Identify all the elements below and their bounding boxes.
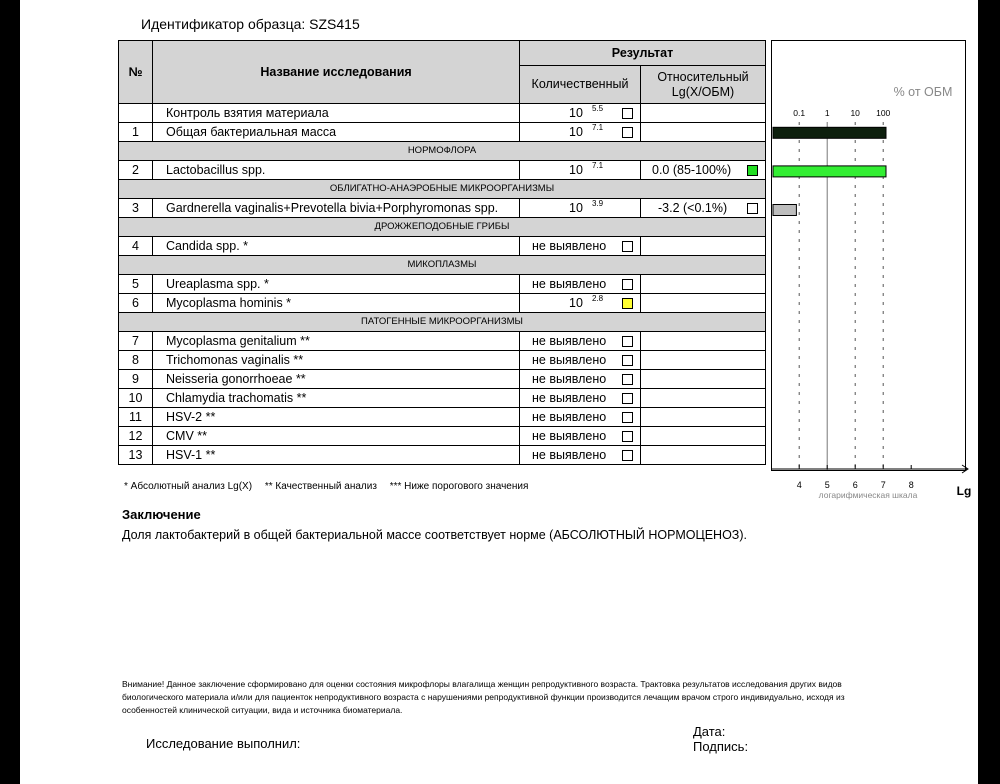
relative-cell bbox=[641, 104, 766, 123]
relative-value: 0.0 (85-100%) bbox=[652, 163, 732, 177]
row-number: 3 bbox=[119, 199, 153, 218]
header-row-1 bbox=[119, 41, 766, 66]
footnote-1: * Абсолютный анализ Lg(X) bbox=[124, 481, 253, 492]
col-rel-header bbox=[641, 66, 766, 104]
row-number: 2 bbox=[119, 161, 153, 180]
chart-title: % от ОБМ bbox=[893, 85, 953, 99]
table-row bbox=[119, 408, 766, 427]
row-number bbox=[119, 104, 153, 123]
quant-base: 10 bbox=[569, 106, 583, 120]
relative-cell bbox=[641, 275, 766, 294]
relative-cell bbox=[641, 237, 766, 256]
quant-indicator bbox=[622, 393, 633, 404]
quant-cell bbox=[520, 104, 641, 123]
quant-cell bbox=[520, 161, 641, 180]
col-name-header: Название исследования bbox=[153, 41, 520, 104]
relative-cell bbox=[641, 199, 766, 218]
section-label: ОБЛИГАТНО-АНАЭРОБНЫЕ МИКРООРГАНИЗМЫ bbox=[119, 180, 766, 199]
footnote-3: *** Ниже порогового значения bbox=[389, 481, 529, 492]
col-rel-line2: Lg(X/ОБМ) bbox=[671, 84, 735, 99]
section-row bbox=[119, 218, 766, 237]
relative-cell bbox=[641, 446, 766, 465]
quant-cell bbox=[520, 199, 641, 218]
table-row bbox=[119, 446, 766, 465]
chart-x-axis bbox=[771, 460, 978, 508]
row-number: 4 bbox=[119, 237, 153, 256]
quant-base: 10 bbox=[569, 201, 583, 215]
quant-exponent: 7.1 bbox=[592, 123, 604, 132]
not-detected-label: не выявлено bbox=[532, 372, 607, 386]
conclusion-text: Доля лактобактерий в общей бактериальной массе соответствует норме (АБСОЛЮТНЫЙ НОРМОЦЕНОЗ). bbox=[122, 528, 747, 542]
quant-cell bbox=[520, 389, 641, 408]
test-name: Mycoplasma genitalium ** bbox=[153, 332, 520, 351]
quant-base: 10 bbox=[569, 163, 583, 177]
quant-cell bbox=[520, 294, 641, 313]
col-result-header: Результат bbox=[520, 41, 766, 66]
quant-indicator bbox=[622, 450, 633, 461]
axis-lg-label: Lg bbox=[956, 484, 972, 498]
relative-cell bbox=[641, 332, 766, 351]
table-row bbox=[119, 275, 766, 294]
row-number: 7 bbox=[119, 332, 153, 351]
test-name: Neisseria gonorrhoeae ** bbox=[153, 370, 520, 389]
row-number: 10 bbox=[119, 389, 153, 408]
relative-cell bbox=[641, 370, 766, 389]
footnotes bbox=[124, 481, 538, 492]
chart-frame bbox=[772, 41, 966, 471]
section-label: НОРМОФЛОРА bbox=[119, 142, 766, 161]
test-name: CMV ** bbox=[153, 427, 520, 446]
top-tick-label: 1 bbox=[824, 108, 830, 118]
bar bbox=[773, 166, 886, 177]
table-row bbox=[119, 104, 766, 123]
test-name: Lactobacillus spp. bbox=[153, 161, 520, 180]
top-tick-label: 10 bbox=[850, 108, 860, 118]
row-number: 12 bbox=[119, 427, 153, 446]
table-row bbox=[119, 161, 766, 180]
row-number: 6 bbox=[119, 294, 153, 313]
not-detected-label: не выявлено bbox=[532, 410, 607, 424]
test-name: HSV-2 ** bbox=[153, 408, 520, 427]
not-detected-label: не выявлено bbox=[532, 353, 607, 367]
row-number: 11 bbox=[119, 408, 153, 427]
x-tick-label: 8 bbox=[908, 480, 914, 490]
relative-cell bbox=[641, 427, 766, 446]
test-name: Candida spp. * bbox=[153, 237, 520, 256]
conclusion-title: Заключение bbox=[122, 507, 201, 522]
x-tick-label: 4 bbox=[796, 480, 802, 490]
quant-cell bbox=[520, 351, 641, 370]
test-name: Mycoplasma hominis * bbox=[153, 294, 520, 313]
relative-cell bbox=[641, 123, 766, 142]
row-number: 5 bbox=[119, 275, 153, 294]
section-label: ПАТОГЕННЫЕ МИКРООРГАНИЗМЫ bbox=[119, 313, 766, 332]
quant-exponent: 7.1 bbox=[592, 161, 604, 170]
x-tick-label: 7 bbox=[880, 480, 886, 490]
top-tick-label: 100 bbox=[876, 108, 891, 118]
quant-cell bbox=[520, 446, 641, 465]
quant-indicator bbox=[622, 412, 633, 423]
x-axis-label: логарифмическая шкала bbox=[818, 490, 918, 500]
test-name: Gardnerella vaginalis+Prevotella bivia+Porphyromonas spp. bbox=[153, 199, 520, 218]
quant-indicator bbox=[622, 374, 633, 385]
x-tick-label: 6 bbox=[852, 480, 858, 490]
row-number: 1 bbox=[119, 123, 153, 142]
quant-cell bbox=[520, 237, 641, 256]
relative-cell bbox=[641, 351, 766, 370]
section-row bbox=[119, 142, 766, 161]
relative-indicator bbox=[747, 203, 758, 214]
quant-indicator bbox=[622, 108, 633, 119]
quant-indicator bbox=[622, 127, 633, 138]
relative-cell bbox=[641, 389, 766, 408]
col-rel-line1: Относительный bbox=[657, 69, 749, 84]
table-row bbox=[119, 237, 766, 256]
test-name: Контроль взятия материала bbox=[153, 104, 520, 123]
quant-cell bbox=[520, 427, 641, 446]
footnote-2: ** Качественный анализ bbox=[264, 481, 377, 492]
not-detected-label: не выявлено bbox=[532, 334, 607, 348]
table-row bbox=[119, 370, 766, 389]
date-label: Дата: bbox=[693, 724, 726, 739]
quant-cell bbox=[520, 123, 641, 142]
relative-cell bbox=[641, 161, 766, 180]
table-row bbox=[119, 332, 766, 351]
table-row bbox=[119, 199, 766, 218]
quant-cell bbox=[520, 408, 641, 427]
section-label: МИКОПЛАЗМЫ bbox=[119, 256, 766, 275]
quant-indicator bbox=[622, 298, 633, 309]
col-no-header: № bbox=[119, 41, 153, 104]
row-number: 13 bbox=[119, 446, 153, 465]
relative-value: -3.2 (<0.1%) bbox=[658, 201, 728, 215]
not-detected-label: не выявлено bbox=[532, 429, 607, 443]
quant-base: 10 bbox=[569, 296, 583, 310]
table-row bbox=[119, 389, 766, 408]
table-row bbox=[119, 427, 766, 446]
row-number: 9 bbox=[119, 370, 153, 389]
sample-id: Идентификатор образца: SZS415 bbox=[141, 16, 360, 32]
quant-cell bbox=[520, 332, 641, 351]
section-label: ДРОЖЖЕПОДОБНЫЕ ГРИБЫ bbox=[119, 218, 766, 237]
table-row bbox=[119, 123, 766, 142]
test-name: Общая бактериальная масса bbox=[153, 123, 520, 142]
quant-exponent: 2.8 bbox=[592, 294, 604, 303]
not-detected-label: не выявлено bbox=[532, 239, 607, 253]
test-name: Chlamydia trachomatis ** bbox=[153, 389, 520, 408]
quant-exponent: 5.5 bbox=[592, 104, 604, 113]
quant-indicator bbox=[622, 279, 633, 290]
bar-chart bbox=[771, 40, 966, 471]
quant-indicator bbox=[622, 355, 633, 366]
warning-text: Внимание! Данное заключение сформировано для оценки состояния микрофлоры влагалища женщин репродуктивного возраста. Трактовка результатов исследования других видов биологического материала и/или для пациенток непродуктивного возраста с нарушениями репродуктивной функции производится лечащим врачом строго индивидуально, исходя из особенностей клинической ситуации, вида и источника биоматериала. bbox=[122, 679, 845, 715]
quant-indicator bbox=[622, 241, 633, 252]
test-name: Ureaplasma spp. * bbox=[153, 275, 520, 294]
test-name: Trichomonas vaginalis ** bbox=[153, 351, 520, 370]
test-name: HSV-1 ** bbox=[153, 446, 520, 465]
relative-cell bbox=[641, 294, 766, 313]
row-number: 8 bbox=[119, 351, 153, 370]
not-detected-label: не выявлено bbox=[532, 391, 607, 405]
report-page bbox=[20, 0, 978, 784]
quant-indicator bbox=[622, 431, 633, 442]
signature-label: Подпись: bbox=[693, 739, 749, 754]
bar bbox=[773, 127, 886, 138]
relative-indicator bbox=[747, 165, 758, 176]
section-row bbox=[119, 256, 766, 275]
quant-cell bbox=[520, 275, 641, 294]
section-row bbox=[119, 313, 766, 332]
top-tick-label: 0.1 bbox=[793, 108, 806, 118]
col-quant-header: Количественный bbox=[520, 66, 641, 104]
results-table bbox=[118, 40, 766, 465]
bar bbox=[773, 205, 796, 216]
not-detected-label: не выявлено bbox=[532, 277, 607, 291]
quant-exponent: 3.9 bbox=[592, 199, 604, 208]
relative-cell bbox=[641, 408, 766, 427]
table-row bbox=[119, 351, 766, 370]
quant-cell bbox=[520, 370, 641, 389]
performed-by-label: Исследование выполнил: bbox=[146, 736, 301, 751]
quant-base: 10 bbox=[569, 125, 583, 139]
section-row bbox=[119, 180, 766, 199]
x-tick-label: 5 bbox=[824, 480, 830, 490]
not-detected-label: не выявлено bbox=[532, 448, 607, 462]
table-row bbox=[119, 294, 766, 313]
quant-indicator bbox=[622, 336, 633, 347]
